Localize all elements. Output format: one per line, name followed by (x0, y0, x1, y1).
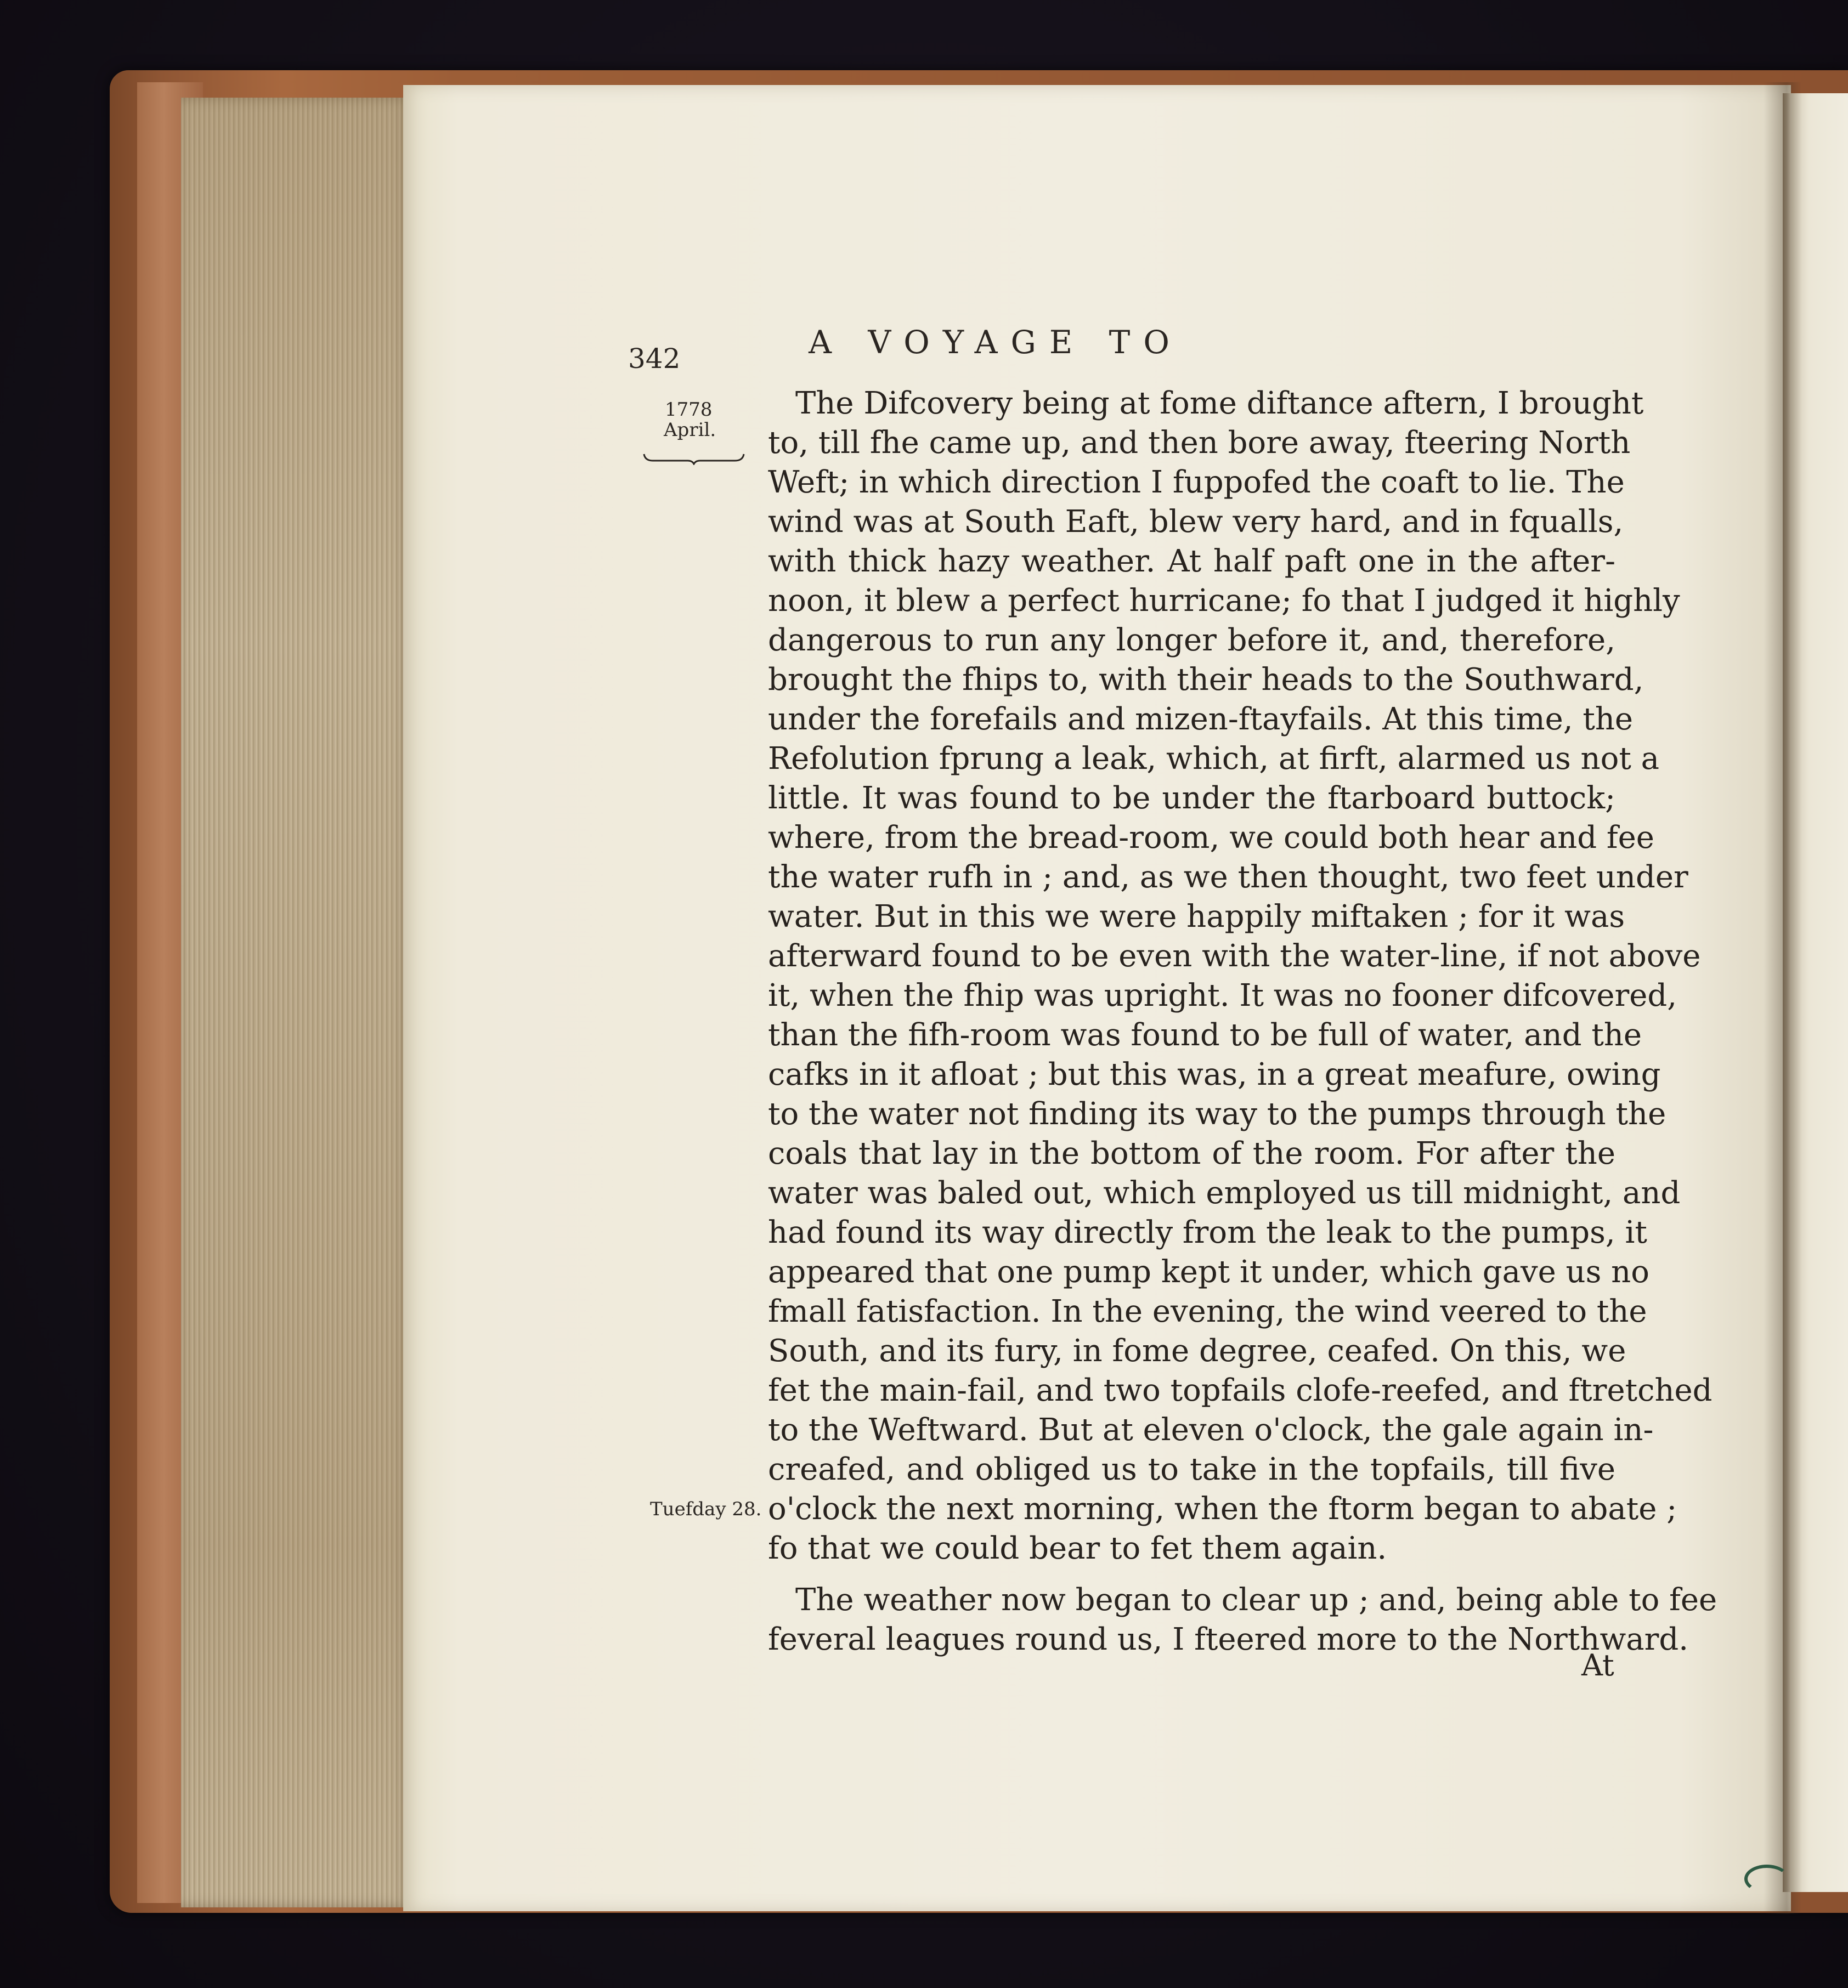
text-line: wind was at South Eaft, blew very hard, and in fqualls, (768, 504, 1624, 540)
text-line: little. It was found to be under the ftarboard buttock; (768, 780, 1615, 816)
text-line: appeared that one pump kept it under, which gave us no (768, 1254, 1649, 1290)
text-line: under the forefails and mizen-ftayfails. At this time, the (768, 701, 1634, 737)
text-line: to the water not finding its way to the pumps through the (768, 1096, 1666, 1132)
margin-brace-ornament (642, 449, 746, 465)
paragraph (768, 1581, 1717, 1660)
text-line: o'clock the next morning, when the ftorm began to abate ; (768, 1491, 1677, 1527)
text-line: where, from the bread-room, we could both hear and fee (768, 820, 1654, 856)
text-line: fet the main-fail, and two topfails clofe-reefed, and ftretched (768, 1373, 1713, 1408)
page-edges (181, 98, 411, 1907)
text-line: to, till fhe came up, and then bore away, fteering North (768, 425, 1631, 461)
running-head: A VOYAGE TO (809, 324, 1183, 361)
text-line: fo that we could bear to fet them again. (768, 1531, 1387, 1566)
text-line: with thick hazy weather. At half paft one in the after- (768, 543, 1615, 579)
body-text (768, 384, 1717, 1660)
text-line: brought the fhips to, with their heads to the Southward, (768, 662, 1644, 698)
paragraph (768, 384, 1713, 1568)
margin-note-day: Tuefday 28. (650, 1498, 762, 1520)
gutter-shadow (1764, 82, 1802, 1914)
text-line: creafed, and obliged us to take in the topfails, till five (768, 1452, 1615, 1487)
text-line: than the fifh-room was found to be full of water, and the (768, 1017, 1642, 1053)
text-line: coals that lay in the bottom of the room. For after the (768, 1136, 1615, 1171)
text-line: feveral leagues round us, I fteered more to the Northward. (768, 1622, 1689, 1657)
text-line: South, and its fury, in fome degree, ceafed. On this, we (768, 1333, 1626, 1369)
text-line: water. But in this we were happily miftaken ; for it was (768, 899, 1625, 934)
margin-note-month: April. (664, 419, 716, 441)
text-line: Weft; in which direction I fuppofed the coaft to lie. The (768, 465, 1625, 500)
text-line: water was baled out, which employed us till midnight, and (768, 1175, 1681, 1211)
text-line: fmall fatisfaction. In the evening, the wind veered to the (768, 1294, 1647, 1329)
text-line: afterward found to be even with the water-line, if not above (768, 938, 1701, 974)
text-line: dangerous to run any longer before it, and, therefore, (768, 622, 1615, 658)
text-line: noon, it blew a perfect hurricane; fo that I judged it highly (768, 583, 1680, 619)
text-line: cafks in it afloat ; but this was, in a great meafure, owing (768, 1057, 1661, 1092)
text-line: The weather now began to clear up ; and, being able to fee (795, 1582, 1717, 1618)
text-line: to the Weftward. But at eleven o'clock, the gale again in- (768, 1412, 1654, 1448)
text-line: Refolution fprung a leak, which, at firft, alarmed us not a (768, 741, 1660, 777)
page-number: 342 (628, 343, 681, 375)
paragraph-gap (768, 1568, 1615, 1581)
text-line: the water rufh in ; and, as we then thought, two feet under (768, 859, 1688, 895)
catchword: At (1581, 1648, 1614, 1683)
bookmark-thread (1744, 1865, 1789, 1893)
text-line: had found its way directly from the leak to the pumps, it (768, 1215, 1647, 1250)
text-line: it, when the fhip was upright. It was no fooner difcovered, (768, 978, 1677, 1013)
margin-note-year: 1778 (665, 399, 713, 421)
text-line: The Difcovery being at fome diftance aftern, I brought (795, 386, 1644, 421)
